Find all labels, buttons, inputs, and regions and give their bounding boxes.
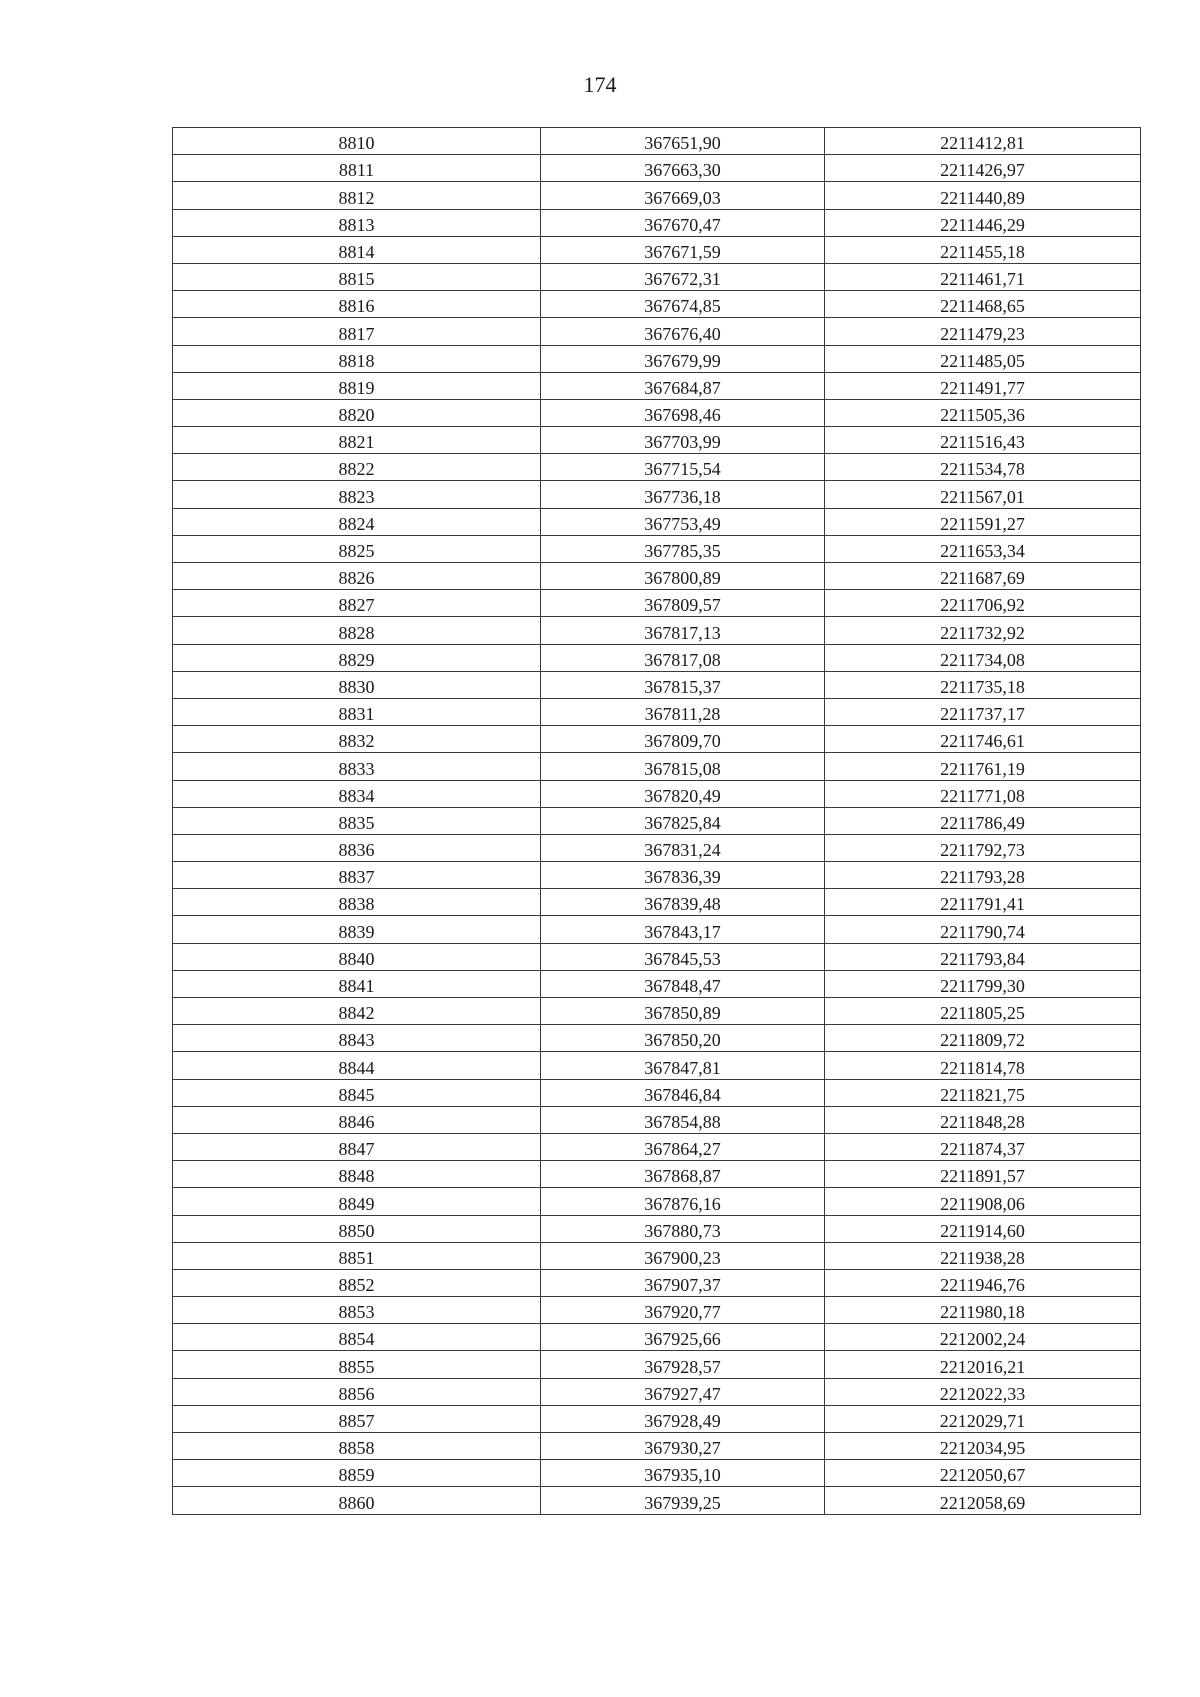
- point-number-cell: 8835: [173, 807, 541, 834]
- point-number-cell: 8824: [173, 508, 541, 535]
- x-coordinate-cell: 367676,40: [541, 318, 825, 345]
- coordinates-table: [172, 127, 1141, 1515]
- x-coordinate-cell: 367671,59: [541, 236, 825, 263]
- x-coordinate-cell: 367839,48: [541, 889, 825, 916]
- y-coordinate-cell: 2212029,71: [825, 1405, 1141, 1432]
- table-row: [173, 916, 1141, 943]
- y-coordinate-cell: 2211426,97: [825, 155, 1141, 182]
- point-number-cell: 8830: [173, 671, 541, 698]
- point-number-cell: 8841: [173, 970, 541, 997]
- point-number-cell: 8814: [173, 236, 541, 263]
- point-number-cell: 8820: [173, 399, 541, 426]
- y-coordinate-cell: 2211805,25: [825, 998, 1141, 1025]
- x-coordinate-cell: 367928,57: [541, 1351, 825, 1378]
- point-number-cell: 8858: [173, 1433, 541, 1460]
- y-coordinate-cell: 2211687,69: [825, 563, 1141, 590]
- y-coordinate-cell: 2211732,92: [825, 617, 1141, 644]
- x-coordinate-cell: 367684,87: [541, 372, 825, 399]
- table-row: [173, 1269, 1141, 1296]
- y-coordinate-cell: 2211792,73: [825, 834, 1141, 861]
- y-coordinate-cell: 2211771,08: [825, 780, 1141, 807]
- x-coordinate-cell: 367820,49: [541, 780, 825, 807]
- y-coordinate-cell: 2211734,08: [825, 644, 1141, 671]
- table-row: [173, 698, 1141, 725]
- table-row: [173, 1079, 1141, 1106]
- page-number: 174: [583, 72, 617, 97]
- table-row: [173, 1161, 1141, 1188]
- x-coordinate-cell: 367800,89: [541, 563, 825, 590]
- y-coordinate-cell: 2211914,60: [825, 1215, 1141, 1242]
- table-row: [173, 1351, 1141, 1378]
- y-coordinate-cell: 2211567,01: [825, 481, 1141, 508]
- point-number-cell: 8840: [173, 943, 541, 970]
- x-coordinate-cell: 367674,85: [541, 291, 825, 318]
- table-row: [173, 1025, 1141, 1052]
- point-number-cell: 8856: [173, 1378, 541, 1405]
- table-row: [173, 970, 1141, 997]
- point-number-cell: 8855: [173, 1351, 541, 1378]
- table-row: [173, 1215, 1141, 1242]
- table-row: [173, 1324, 1141, 1351]
- table-row: [173, 726, 1141, 753]
- y-coordinate-cell: 2212022,33: [825, 1378, 1141, 1405]
- y-coordinate-cell: 2211440,89: [825, 182, 1141, 209]
- y-coordinate-cell: 2211848,28: [825, 1106, 1141, 1133]
- x-coordinate-cell: 367928,49: [541, 1405, 825, 1432]
- table-row: [173, 617, 1141, 644]
- y-coordinate-cell: 2211821,75: [825, 1079, 1141, 1106]
- point-number-cell: 8857: [173, 1405, 541, 1432]
- x-coordinate-cell: 367900,23: [541, 1242, 825, 1269]
- x-coordinate-cell: 367876,16: [541, 1188, 825, 1215]
- point-number-cell: 8843: [173, 1025, 541, 1052]
- x-coordinate-cell: 367817,13: [541, 617, 825, 644]
- table-row: [173, 209, 1141, 236]
- table-row: [173, 807, 1141, 834]
- x-coordinate-cell: 367920,77: [541, 1297, 825, 1324]
- table-row: [173, 1405, 1141, 1432]
- table-row: [173, 1188, 1141, 1215]
- x-coordinate-cell: 367815,37: [541, 671, 825, 698]
- y-coordinate-cell: 2211761,19: [825, 753, 1141, 780]
- table-row: [173, 1460, 1141, 1487]
- point-number-cell: 8825: [173, 535, 541, 562]
- y-coordinate-cell: 2211468,65: [825, 291, 1141, 318]
- point-number-cell: 8832: [173, 726, 541, 753]
- y-coordinate-cell: 2212002,24: [825, 1324, 1141, 1351]
- y-coordinate-cell: 2211793,28: [825, 862, 1141, 889]
- y-coordinate-cell: 2211534,78: [825, 454, 1141, 481]
- x-coordinate-cell: 367864,27: [541, 1133, 825, 1160]
- table-row: [173, 481, 1141, 508]
- x-coordinate-cell: 367868,87: [541, 1161, 825, 1188]
- x-coordinate-cell: 367907,37: [541, 1269, 825, 1296]
- x-coordinate-cell: 367785,35: [541, 535, 825, 562]
- point-number-cell: 8818: [173, 345, 541, 372]
- y-coordinate-cell: 2211790,74: [825, 916, 1141, 943]
- point-number-cell: 8859: [173, 1460, 541, 1487]
- table-row: [173, 236, 1141, 263]
- x-coordinate-cell: 367669,03: [541, 182, 825, 209]
- table-row: [173, 862, 1141, 889]
- x-coordinate-cell: 367817,08: [541, 644, 825, 671]
- y-coordinate-cell: 2212058,69: [825, 1487, 1141, 1514]
- point-number-cell: 8812: [173, 182, 541, 209]
- x-coordinate-cell: 367698,46: [541, 399, 825, 426]
- y-coordinate-cell: 2212034,95: [825, 1433, 1141, 1460]
- x-coordinate-cell: 367679,99: [541, 345, 825, 372]
- table-row: [173, 1487, 1141, 1514]
- y-coordinate-cell: 2211814,78: [825, 1052, 1141, 1079]
- point-number-cell: 8817: [173, 318, 541, 345]
- point-number-cell: 8846: [173, 1106, 541, 1133]
- point-number-cell: 8816: [173, 291, 541, 318]
- point-number-cell: 8839: [173, 916, 541, 943]
- x-coordinate-cell: 367831,24: [541, 834, 825, 861]
- table-row: [173, 454, 1141, 481]
- table-row: [173, 998, 1141, 1025]
- point-number-cell: 8847: [173, 1133, 541, 1160]
- x-coordinate-cell: 367935,10: [541, 1460, 825, 1487]
- x-coordinate-cell: 367809,70: [541, 726, 825, 753]
- point-number-cell: 8836: [173, 834, 541, 861]
- x-coordinate-cell: 367930,27: [541, 1433, 825, 1460]
- table-row: [173, 291, 1141, 318]
- x-coordinate-cell: 367854,88: [541, 1106, 825, 1133]
- x-coordinate-cell: 367651,90: [541, 128, 825, 155]
- table-row: [173, 1242, 1141, 1269]
- table-row: [173, 889, 1141, 916]
- table-row: [173, 671, 1141, 698]
- y-coordinate-cell: 2211505,36: [825, 399, 1141, 426]
- y-coordinate-cell: 2211735,18: [825, 671, 1141, 698]
- x-coordinate-cell: 367670,47: [541, 209, 825, 236]
- table-row: [173, 563, 1141, 590]
- y-coordinate-cell: 2211908,06: [825, 1188, 1141, 1215]
- x-coordinate-cell: 367809,57: [541, 590, 825, 617]
- table-row: [173, 427, 1141, 454]
- y-coordinate-cell: 2211491,77: [825, 372, 1141, 399]
- table-row: [173, 345, 1141, 372]
- table-row: [173, 263, 1141, 290]
- point-number-cell: 8810: [173, 128, 541, 155]
- point-number-cell: 8815: [173, 263, 541, 290]
- y-coordinate-cell: 2211793,84: [825, 943, 1141, 970]
- x-coordinate-cell: 367815,08: [541, 753, 825, 780]
- point-number-cell: 8837: [173, 862, 541, 889]
- point-number-cell: 8829: [173, 644, 541, 671]
- x-coordinate-cell: 367925,66: [541, 1324, 825, 1351]
- x-coordinate-cell: 367847,81: [541, 1052, 825, 1079]
- point-number-cell: 8834: [173, 780, 541, 807]
- x-coordinate-cell: 367939,25: [541, 1487, 825, 1514]
- table-row: [173, 1133, 1141, 1160]
- x-coordinate-cell: 367663,30: [541, 155, 825, 182]
- table-row: [173, 1297, 1141, 1324]
- x-coordinate-cell: 367811,28: [541, 698, 825, 725]
- point-number-cell: 8845: [173, 1079, 541, 1106]
- point-number-cell: 8823: [173, 481, 541, 508]
- table-row: [173, 834, 1141, 861]
- table-row: [173, 590, 1141, 617]
- y-coordinate-cell: 2211653,34: [825, 535, 1141, 562]
- table-row: [173, 1106, 1141, 1133]
- table-row: [173, 318, 1141, 345]
- table-row: [173, 128, 1141, 155]
- point-number-cell: 8828: [173, 617, 541, 644]
- point-number-cell: 8854: [173, 1324, 541, 1351]
- point-number-cell: 8849: [173, 1188, 541, 1215]
- x-coordinate-cell: 367845,53: [541, 943, 825, 970]
- y-coordinate-cell: 2212016,21: [825, 1351, 1141, 1378]
- y-coordinate-cell: 2211591,27: [825, 508, 1141, 535]
- point-number-cell: 8853: [173, 1297, 541, 1324]
- table-body: [173, 128, 1141, 1515]
- point-number-cell: 8852: [173, 1269, 541, 1296]
- point-number-cell: 8860: [173, 1487, 541, 1514]
- y-coordinate-cell: 2211786,49: [825, 807, 1141, 834]
- x-coordinate-cell: 367927,47: [541, 1378, 825, 1405]
- y-coordinate-cell: 2211461,71: [825, 263, 1141, 290]
- point-number-cell: 8811: [173, 155, 541, 182]
- point-number-cell: 8842: [173, 998, 541, 1025]
- x-coordinate-cell: 367850,89: [541, 998, 825, 1025]
- point-number-cell: 8838: [173, 889, 541, 916]
- x-coordinate-cell: 367703,99: [541, 427, 825, 454]
- y-coordinate-cell: 2211946,76: [825, 1269, 1141, 1296]
- table-row: [173, 155, 1141, 182]
- y-coordinate-cell: 2211809,72: [825, 1025, 1141, 1052]
- table-row: [173, 508, 1141, 535]
- y-coordinate-cell: 2211479,23: [825, 318, 1141, 345]
- y-coordinate-cell: 2211746,61: [825, 726, 1141, 753]
- y-coordinate-cell: 2211446,29: [825, 209, 1141, 236]
- y-coordinate-cell: 2211874,37: [825, 1133, 1141, 1160]
- y-coordinate-cell: 2211938,28: [825, 1242, 1141, 1269]
- x-coordinate-cell: 367880,73: [541, 1215, 825, 1242]
- table-row: [173, 1378, 1141, 1405]
- y-coordinate-cell: 2211412,81: [825, 128, 1141, 155]
- point-number-cell: 8850: [173, 1215, 541, 1242]
- y-coordinate-cell: 2211799,30: [825, 970, 1141, 997]
- point-number-cell: 8822: [173, 454, 541, 481]
- table-row: [173, 399, 1141, 426]
- point-number-cell: 8827: [173, 590, 541, 617]
- y-coordinate-cell: 2211791,41: [825, 889, 1141, 916]
- table-row: [173, 780, 1141, 807]
- table-row: [173, 943, 1141, 970]
- y-coordinate-cell: 2211737,17: [825, 698, 1141, 725]
- table-row: [173, 1433, 1141, 1460]
- point-number-cell: 8821: [173, 427, 541, 454]
- table-row: [173, 644, 1141, 671]
- x-coordinate-cell: 367825,84: [541, 807, 825, 834]
- table-row: [173, 535, 1141, 562]
- point-number-cell: 8848: [173, 1161, 541, 1188]
- point-number-cell: 8819: [173, 372, 541, 399]
- x-coordinate-cell: 367715,54: [541, 454, 825, 481]
- y-coordinate-cell: 2211706,92: [825, 590, 1141, 617]
- table-row: [173, 1052, 1141, 1079]
- point-number-cell: 8833: [173, 753, 541, 780]
- y-coordinate-cell: 2211980,18: [825, 1297, 1141, 1324]
- y-coordinate-cell: 2211455,18: [825, 236, 1141, 263]
- x-coordinate-cell: 367672,31: [541, 263, 825, 290]
- y-coordinate-cell: 2211485,05: [825, 345, 1141, 372]
- point-number-cell: 8826: [173, 563, 541, 590]
- y-coordinate-cell: 2211891,57: [825, 1161, 1141, 1188]
- point-number-cell: 8813: [173, 209, 541, 236]
- x-coordinate-cell: 367736,18: [541, 481, 825, 508]
- table-row: [173, 753, 1141, 780]
- x-coordinate-cell: 367843,17: [541, 916, 825, 943]
- x-coordinate-cell: 367848,47: [541, 970, 825, 997]
- x-coordinate-cell: 367850,20: [541, 1025, 825, 1052]
- point-number-cell: 8844: [173, 1052, 541, 1079]
- table-row: [173, 182, 1141, 209]
- point-number-cell: 8851: [173, 1242, 541, 1269]
- x-coordinate-cell: 367836,39: [541, 862, 825, 889]
- table-row: [173, 372, 1141, 399]
- y-coordinate-cell: 2212050,67: [825, 1460, 1141, 1487]
- y-coordinate-cell: 2211516,43: [825, 427, 1141, 454]
- point-number-cell: 8831: [173, 698, 541, 725]
- x-coordinate-cell: 367846,84: [541, 1079, 825, 1106]
- x-coordinate-cell: 367753,49: [541, 508, 825, 535]
